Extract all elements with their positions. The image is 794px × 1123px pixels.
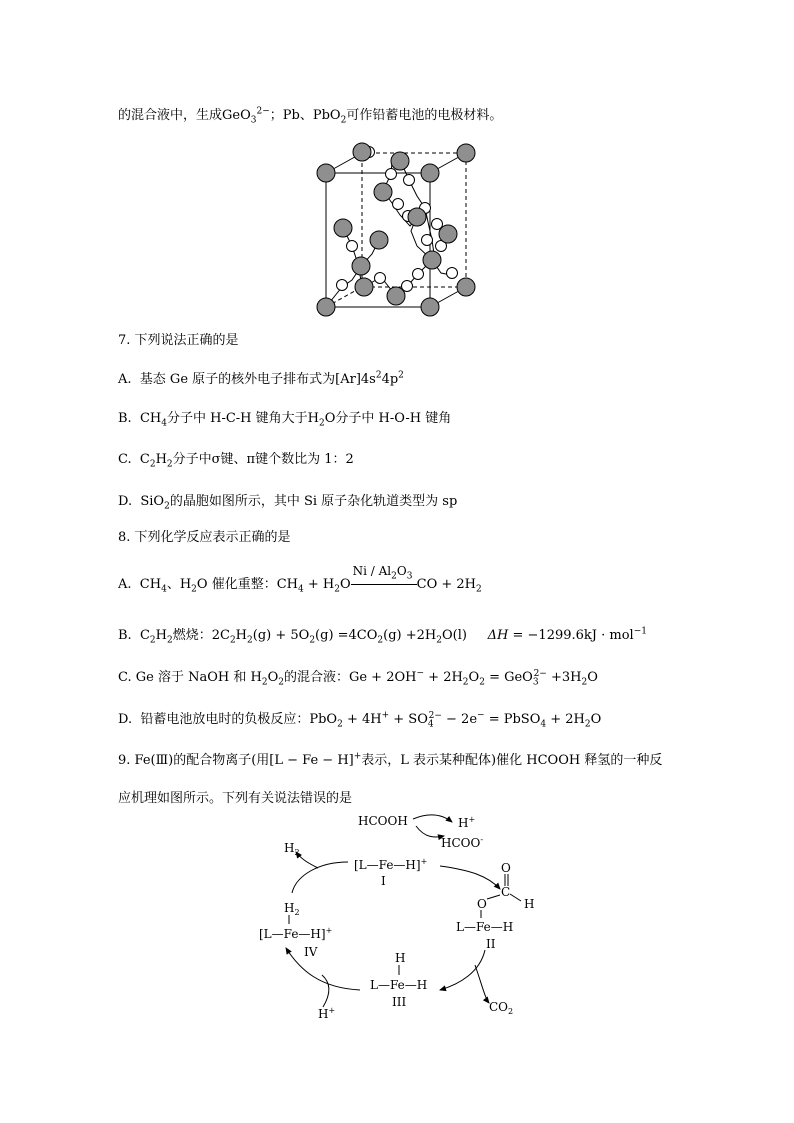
intro-line: 的混合液中，生成GeO$_3^{2-}$；Pb、PbO$_2$可作铅蓄电池的电极材料。	[118, 106, 503, 126]
q7-option-c[interactable]: C. $C_2H_2$分子中σ键、π键个数比为 1：2	[118, 452, 354, 470]
q8-option-b[interactable]: B. $C_2H_2$燃烧：$2C_2H_2(g) + 5O_2(g) =4CO_2(g) +2H_2O(l)$ ΔH = −1299.6kJ · mol$^{-1}$	[118, 626, 647, 646]
h2-out-label: $H_2$	[284, 841, 300, 857]
species-i-label: I	[381, 874, 386, 888]
species-ii: L—Fe—H	[456, 920, 514, 934]
q7-option-b[interactable]: B. $CH_4$分子中 H-C-H 键角大于$H_2O$分子中 H-O-H 键角	[118, 411, 452, 429]
q7-stem: 7. 下列说法正确的是	[118, 333, 239, 348]
h-plus-top-label: H+	[458, 815, 476, 830]
species-iv: [L—Fe—H]+	[259, 926, 333, 941]
hcooh-label: HCOOH	[358, 814, 408, 828]
h-plus-bottom-label: H+	[318, 1006, 336, 1021]
co2-out-label: $CO_2$	[489, 1000, 514, 1016]
species-iii-h: H	[395, 951, 406, 965]
species-iii: L—Fe—H	[370, 978, 428, 992]
q7-option-d[interactable]: D. SiO$_2$的晶胞如图所示，其中 Si 原子杂化轨道类型为 sp	[118, 494, 458, 512]
q8-option-d[interactable]: D. 铅蓄电池放电时的负极反应：$PbO_2 + 4H^+ + SO_4^{2-} - 2e^-$ = PbSO$_4$ + $2H_2O$	[118, 710, 602, 730]
q9-stem-line2: 应机理如图所示。下列有关说法错误的是	[118, 791, 353, 806]
species-iv-label: IV	[304, 945, 318, 959]
species-ii-c: C	[501, 885, 511, 899]
q8-option-a[interactable]: A. $CH_4$、$H_2O$ 催化重整：$CH_4 + H_2O$ Ni / $Al_2O_3$ CO + $2H_2$	[118, 564, 482, 595]
species-ii-h: H	[524, 897, 535, 911]
species-ii-label: II	[486, 937, 496, 951]
species-ii-o: O	[477, 897, 487, 911]
species-iv-h2: $H_2$	[284, 901, 300, 917]
species-iii-label: III	[392, 995, 407, 1009]
reaction-arrow: Ni / $Al_2O_3$	[351, 575, 417, 595]
q7-option-a[interactable]: A. 基态 Ge 原子的核外电子排布式为$[Ar]4s^24p^2$	[118, 370, 404, 387]
q9-stem-line1: 9. Fe(Ⅲ)的配合物离子(用[L − Fe − H]+表示，L 表示某种配体)催化 HCOOH 释氢的一种反	[118, 751, 663, 768]
hcoo-minus-label: HCOO-	[441, 835, 484, 850]
q8-stem: 8. 下列化学反应表示正确的是	[118, 530, 291, 545]
species-ii-carbonyl-o: O	[501, 861, 511, 875]
q8-option-c[interactable]: C. Ge 溶于 NaOH 和 $H_2O_2$的混合液：$Ge + 2OH^- + 2H_2O_2 = GeO_3^{2-} +3H_2O$	[118, 668, 598, 688]
species-i: [L—Fe—H]+	[354, 857, 428, 872]
